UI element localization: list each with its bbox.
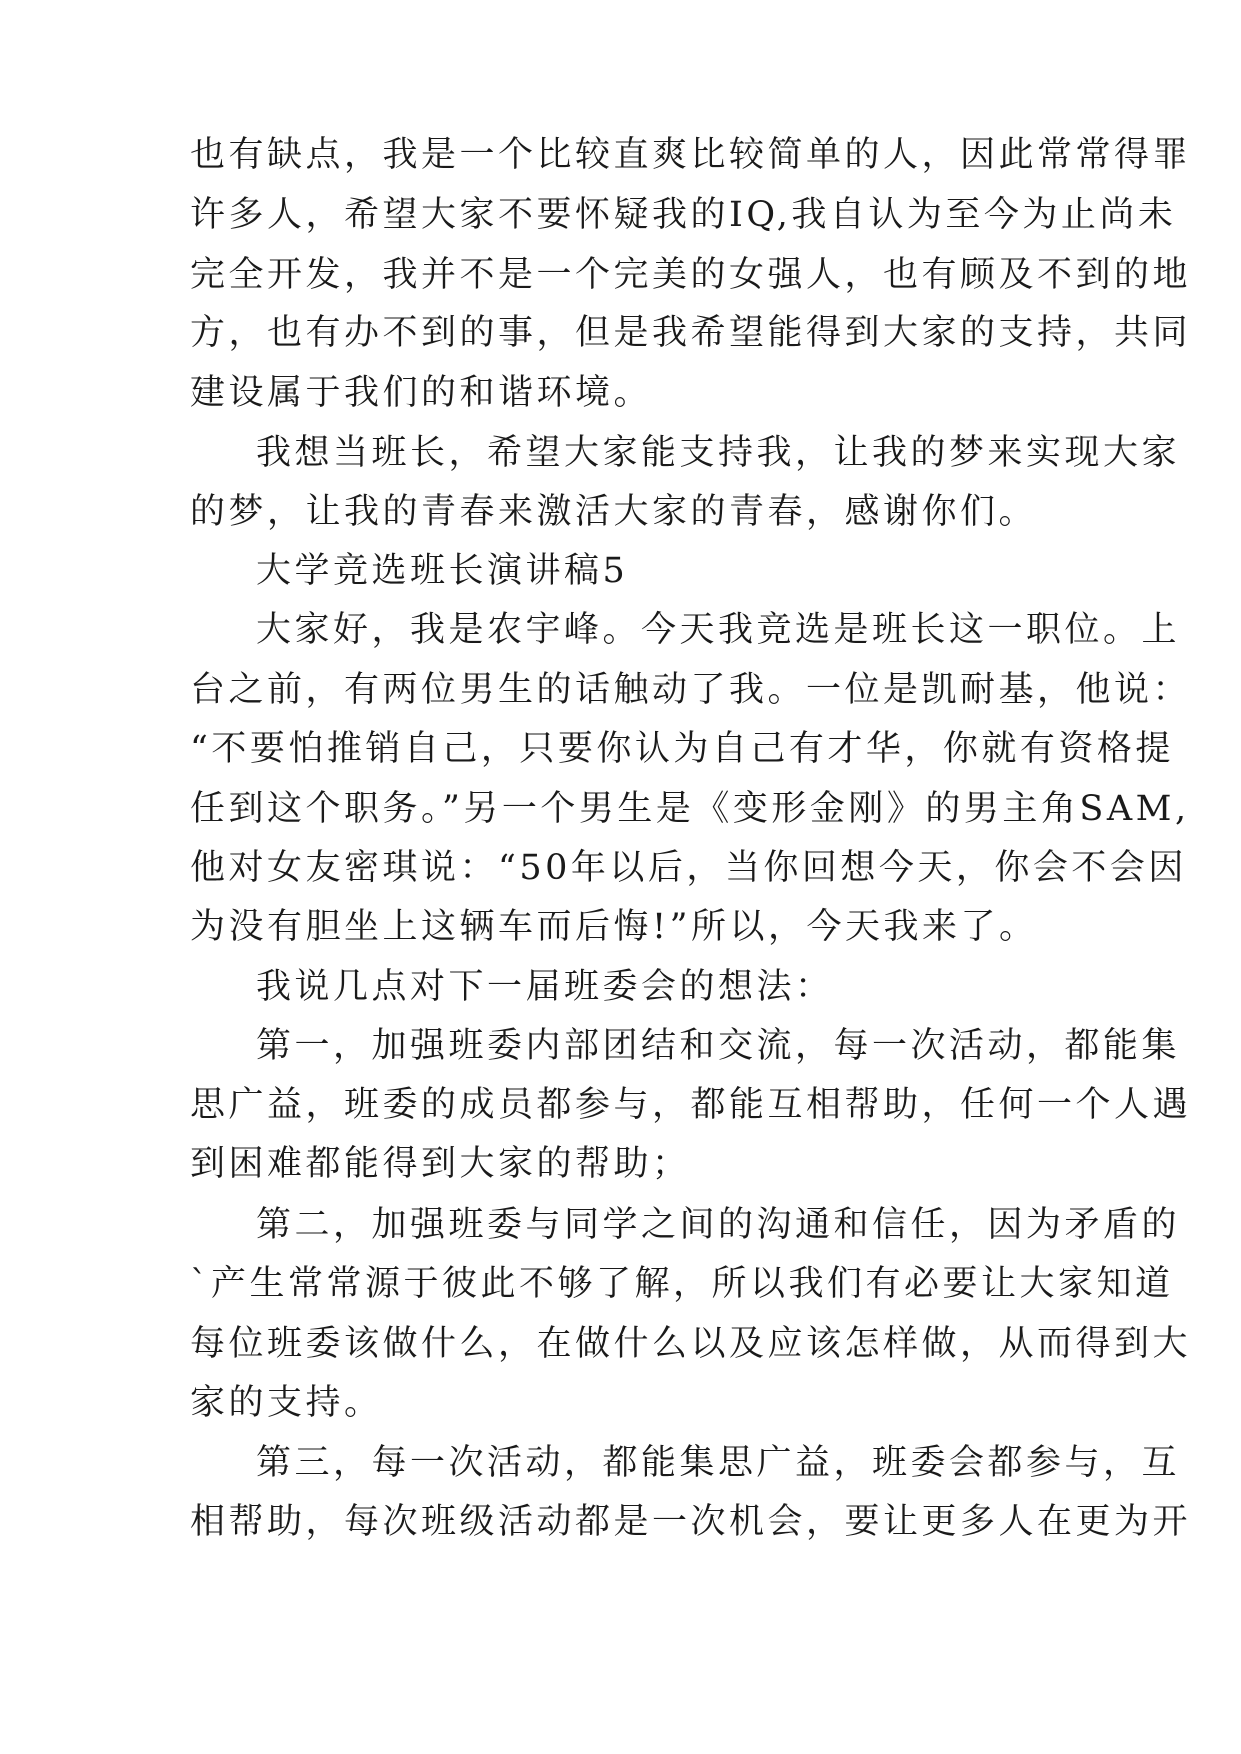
- text-line: 第二，加强班委与同学之间的沟通和信任，因为矛盾的: [256, 1205, 1181, 1245]
- text-line: 他对女友密琪说：“50年以后，当你回想今天，你会不会因: [190, 848, 1187, 888]
- text-line: 完全开发，我并不是一个完美的女强人，也有顾及不到的地: [190, 255, 1192, 295]
- text-line: 的梦，让我的青春来激活大家的青春，感谢你们。: [190, 492, 1038, 532]
- text-line: 为没有胆坐上这辆车而后悔!”所以，今天我来了。: [190, 907, 1038, 947]
- text-line: “不要怕推销自己，只要你认为自己有才华，你就有资格提: [190, 729, 1174, 769]
- text-line: 第三，每一次活动，都能集思广益，班委会都参与，互: [256, 1443, 1181, 1483]
- text-line: 家的支持。: [190, 1383, 383, 1423]
- text-line: 大学竞选班长演讲稿5: [256, 551, 629, 591]
- text-line: 第一，加强班委内部团结和交流，每一次活动，都能集: [256, 1026, 1181, 1066]
- text-line: 大家好，我是农宇峰。今天我竞选是班长这一职位。上: [256, 610, 1181, 650]
- text-line: 方，也有办不到的事，但是我希望能得到大家的支持，共同: [190, 313, 1192, 353]
- text-line: 相帮助，每次班级活动都是一次机会，要让更多人在更为开: [190, 1502, 1192, 1542]
- text-line: 建设属于我们的和谐环境。: [190, 373, 653, 413]
- text-line: 我想当班长，希望大家能支持我，让我的梦来实现大家: [256, 433, 1181, 473]
- text-line: `产生常常源于彼此不够了解，所以我们有必要让大家知道: [190, 1264, 1174, 1304]
- text-line: 台之前，有两位男生的话触动了我。一位是凯耐基，他说：: [190, 670, 1192, 710]
- text-line: 思广益，班委的成员都参与，都能互相帮助，任何一个人遇: [190, 1085, 1192, 1125]
- text-line: 到困难都能得到大家的帮助；: [190, 1144, 691, 1184]
- text-line: 许多人，希望大家不要怀疑我的IQ,我自认为至今为止尚未: [190, 195, 1177, 235]
- text-line: 任到这个职务。”另一个男生是《变形金刚》的男主角SAM,: [190, 789, 1190, 829]
- text-line: 每位班委该做什么，在做什么以及应该怎样做，从而得到大: [190, 1324, 1192, 1364]
- text-line: 也有缺点，我是一个比较直爽比较简单的人，因此常常得罪: [190, 135, 1192, 175]
- text-line: 我说几点对下一届班委会的想法：: [256, 967, 834, 1007]
